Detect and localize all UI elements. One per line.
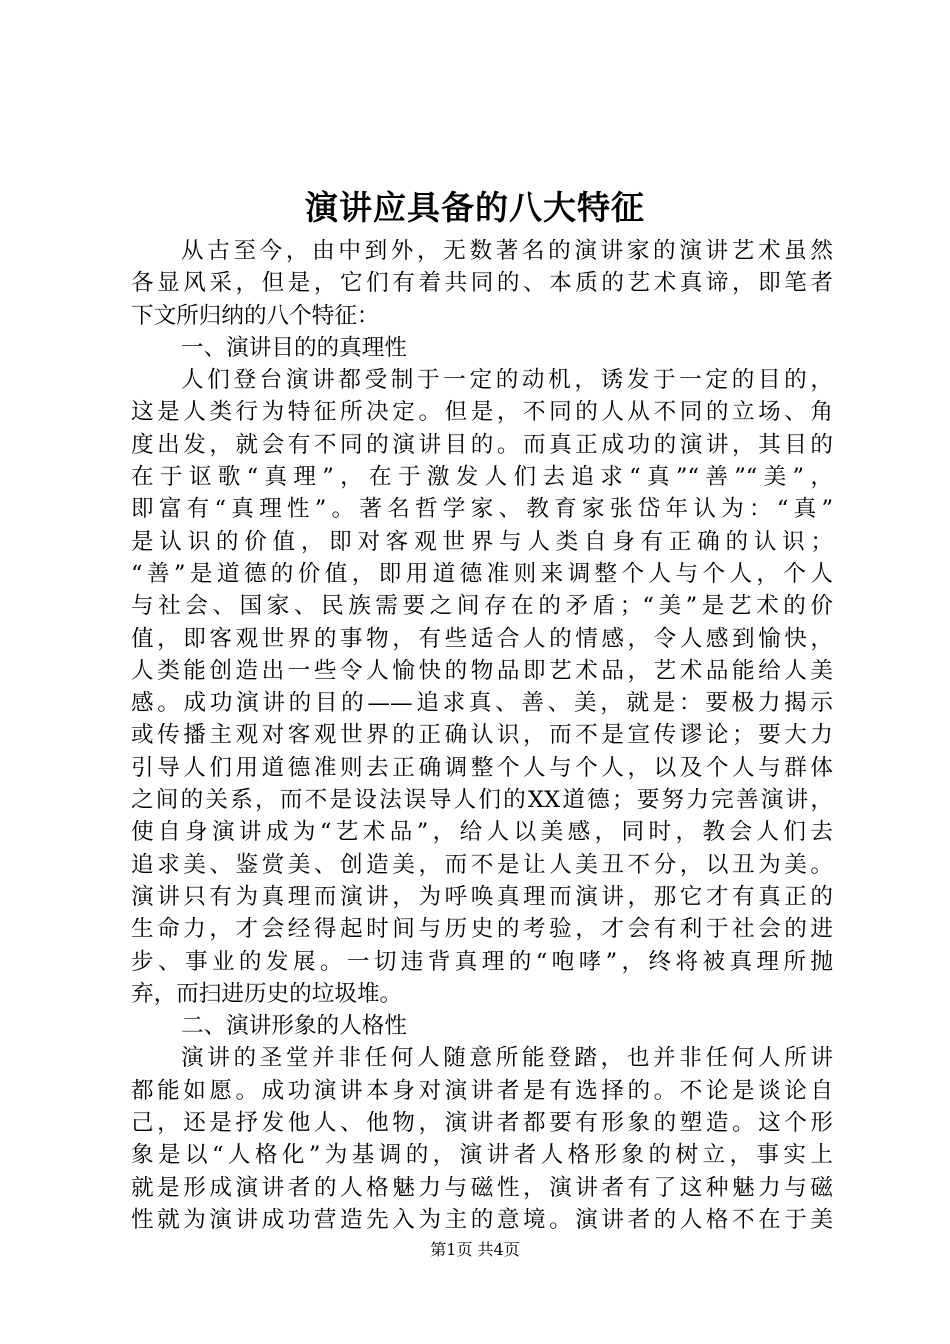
- paragraph-line: 性就为演讲成功营造先入为主的意境。演讲者的人格不在于美: [131, 1206, 833, 1233]
- page-footer: 第1页 共4页: [430, 1240, 520, 1259]
- paragraph-line: 度出发，就会有不同的演讲目的。而真正成功的演讲，其目的: [131, 431, 833, 458]
- paragraph-line: 人类能创造出一些令人愉快的物品即艺术品，艺术品能给人美: [131, 657, 833, 684]
- paragraph-line: 引导人们用道德准则去正确调整个人与个人，以及个人与群体: [131, 754, 833, 781]
- paragraph-line: 象是以“人格化”为基调的，演讲者人格形象的树立，事实上: [131, 1142, 833, 1169]
- paragraph-line: 人们登台演讲都受制于一定的动机，诱发于一定的目的，: [181, 367, 833, 394]
- document-body: [131, 235, 833, 1236]
- section-heading: 一、演讲目的的真理性: [181, 334, 407, 361]
- paragraph-line: 步、事业的发展。一切违背真理的“咆哮”，终将被真理所抛: [131, 948, 833, 975]
- paragraph-line: 或传播主观对客观世界的正确认识，而不是宣传谬论；要大力: [131, 722, 833, 749]
- paragraph-line: 都能如愿。成功演讲本身对演讲者是有选择的。不论是谈论自: [131, 1077, 833, 1104]
- paragraph-line: 从古至今，由中到外，无数著名的演讲家的演讲艺术虽然: [181, 238, 833, 264]
- paragraph-line: 演讲只有为真理而演讲，为呼唤真理而演讲，那它才有真正的: [131, 883, 833, 910]
- paragraph-line: 追求美、鉴赏美、创造美，而不是让人美丑不分，以丑为美。: [131, 851, 833, 878]
- paragraph-line: 这是人类行为特征所决定。但是，不同的人从不同的立场、角: [131, 399, 833, 426]
- paragraph-line: 使自身演讲成为“艺术品”，给人以美感，同时，教会人们去: [131, 819, 833, 846]
- paragraph-line: 值，即客观世界的事物，有些适合人的情感，令人感到愉快，: [131, 625, 833, 652]
- paragraph-line: 之间的关系，而不是设法误导人们的XX道德；要努力完善演讲，: [131, 787, 833, 814]
- paragraph-line: 就是形成演讲者的人格魅力与磁性，演讲者有了这种魅力与磁: [131, 1174, 833, 1201]
- paragraph-line: 弃，而扫进历史的垃圾堆。: [131, 980, 403, 1007]
- section-heading: 二、演讲形象的人格性: [181, 1013, 407, 1040]
- paragraph-line: “善”是道德的价值，即用道德准则来调整个人与个人，个人: [131, 560, 833, 587]
- paragraph-line: 生命力，才会经得起时间与历史的考验，才会有利于社会的进: [131, 916, 833, 943]
- paragraph-line: 感。成功演讲的目的——追求真、善、美，就是：要极力揭示: [131, 690, 833, 717]
- paragraph-line: 演讲的圣堂并非任何人随意所能登踏，也并非任何人所讲: [181, 1045, 833, 1072]
- paragraph-line: 己，还是抒发他人、他物，演讲者都要有形象的塑造。这个形: [131, 1110, 833, 1137]
- paragraph-line: 下文所归纳的八个特征：: [131, 302, 380, 329]
- paragraph-line: 即富有“真理性”。著名哲学家、教育家张岱年认为：“真”: [131, 496, 833, 523]
- paragraph-line: 与社会、国家、民族需要之间存在的矛盾；“美”是艺术的价: [131, 593, 833, 620]
- document-title: 演讲应具备的八大特征: [305, 188, 645, 227]
- paragraph-line: 是认识的价值，即对客观世界与人类自身有正确的认识；: [131, 528, 833, 555]
- paragraph-line: 各显风采，但是，它们有着共同的、本质的艺术真谛，即笔者: [131, 270, 833, 297]
- paragraph-line: 在于讴歌“真理”，在于激发人们去追求“真”“善”“美”，: [131, 464, 833, 491]
